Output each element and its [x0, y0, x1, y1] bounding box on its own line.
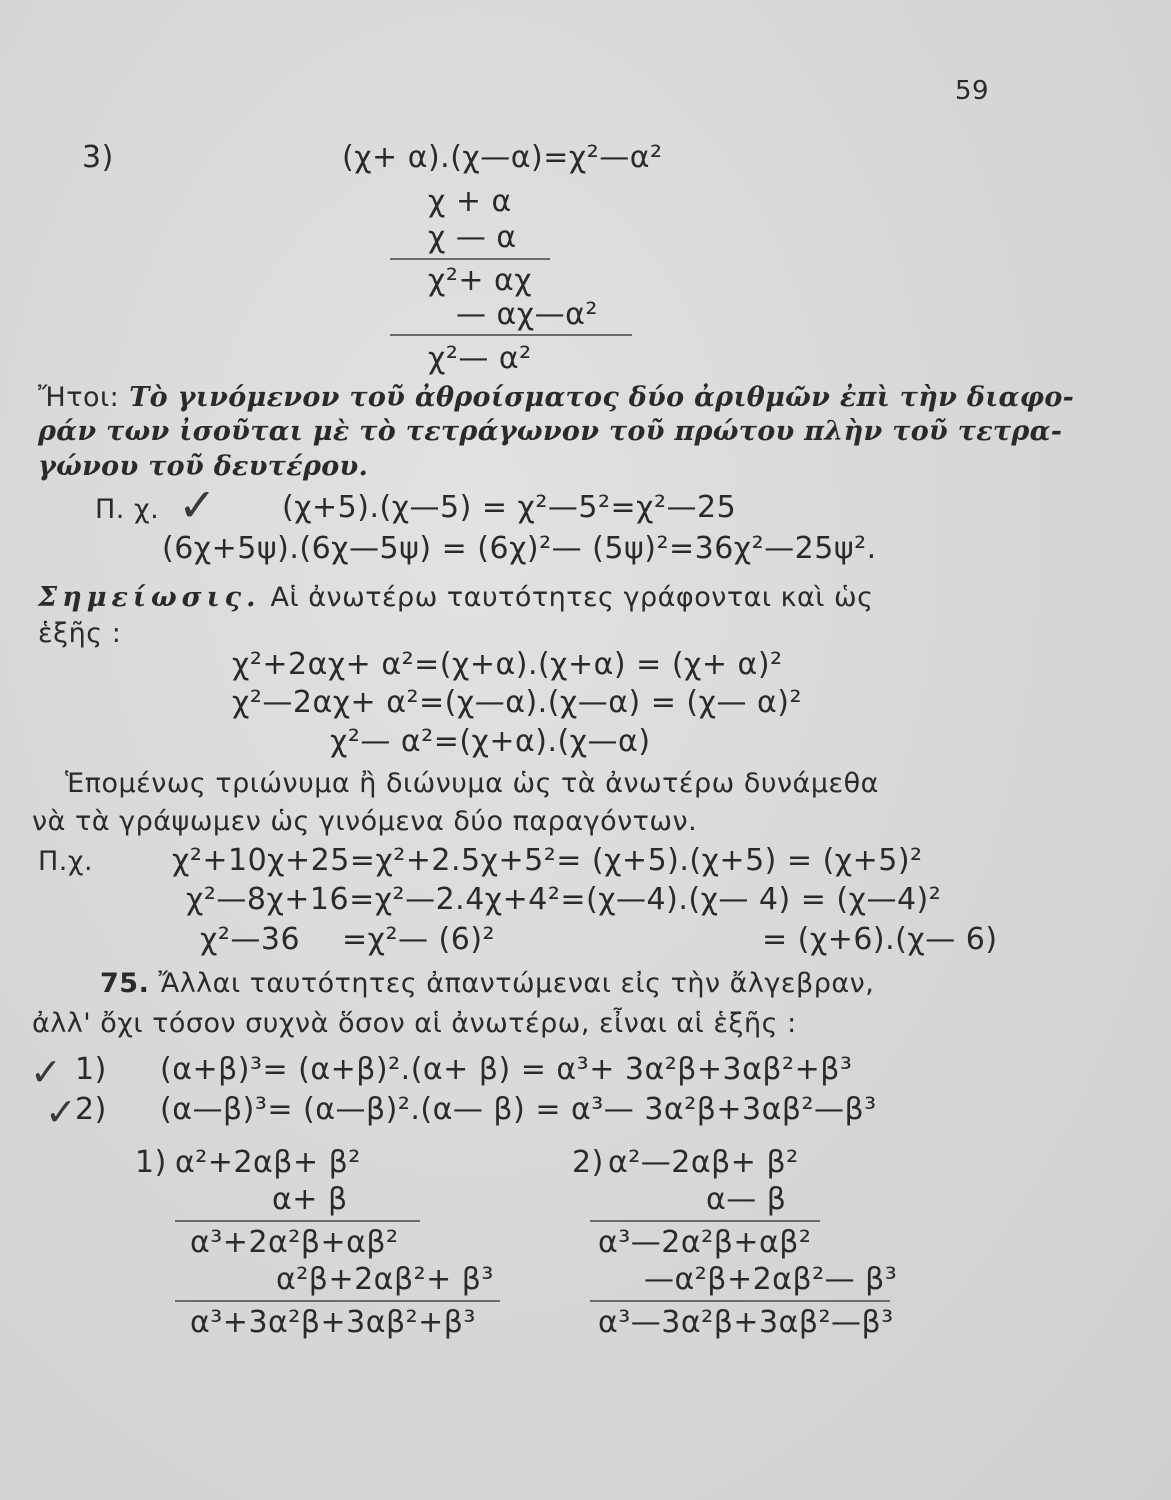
example-equation-2: (6χ+5ψ).(6χ—5ψ) = (6χ)²— (5ψ)²=36χ²—25ψ². [162, 531, 877, 566]
example-label: Π. χ. [95, 494, 160, 525]
page-number: 59 [955, 76, 990, 106]
calc-2-partial-1: α³—2α²β+αβ² [598, 1225, 812, 1260]
note-line-2: ἑξῆς : [38, 618, 122, 649]
calc-2-label: 2) [572, 1145, 604, 1180]
multiplier: χ — α [428, 220, 517, 255]
check-mark-icon: ✓ [45, 1090, 77, 1134]
consequence-line-2: νὰ τὰ γράψωμεν ὡς γινόμενα δύο παραγόντων. [32, 806, 698, 837]
factoring-example-3-rhs: = (χ+6).(χ— 6) [762, 922, 998, 957]
multiplication-rule [390, 258, 550, 260]
example-equation-1: (χ+5).(χ—5) = χ²—5²=χ²—25 [282, 490, 737, 525]
factoring-example-2: χ²—8χ+16=χ²—2.4χ+4²=(χ—4).(χ— 4) = (χ—4)² [186, 882, 942, 917]
partial-product-2: — αχ—α² [456, 297, 598, 332]
calc-2-multiplicand: α²—2αβ+ β² [608, 1145, 799, 1180]
note-line-1 [38, 582, 873, 612]
calc-1-sum-rule [175, 1300, 500, 1302]
identity-square-of-sum: χ²+2αχ+ α²=(χ+α).(χ+α) = (χ+ α)² [232, 647, 783, 682]
section-75-text: Ἄλλαι ταυτότητες ἀπαντώμεναι εἰς τὴν ἄλγεβραν, [158, 968, 875, 999]
partial-product-1: χ²+ αχ [428, 263, 533, 298]
product-result: χ²— α² [428, 341, 532, 376]
calc-2-partial-2: —α²β+2αβ²— β³ [644, 1262, 898, 1297]
theorem-line-1 [38, 382, 1074, 412]
formula-label-2: 2) [75, 1092, 107, 1127]
note-heading: Σημείωσις. [38, 582, 261, 613]
check-mark-icon: ✓ [178, 478, 217, 532]
factoring-example-1: χ²+10χ+25=χ²+2.5χ+5²= (χ+5).(χ+5) = (χ+5)² [172, 843, 923, 878]
calc-1-result: α³+3α²β+3αβ²+β³ [190, 1305, 476, 1340]
identity-square-of-difference: χ²—2αχ+ α²=(χ—α).(χ—α) = (χ— α)² [232, 685, 803, 720]
sum-rule [390, 334, 632, 336]
section-75-line-2: ἀλλ' ὄχι τόσον συχνὰ ὅσον αἱ ἀνωτέρω, εἶναι αἱ ἑξῆς : [32, 1008, 797, 1039]
calc-1-partial-1: α³+2α²β+αβ² [190, 1225, 399, 1260]
identity-cube-of-difference: (α—β)³= (α—β)².(α— β) = α³— 3α²β+3αβ²—β³ [160, 1092, 877, 1127]
theorem-line-3: γώνου τοῦ δευτέρου. [38, 451, 369, 482]
section-number: 75. [100, 968, 150, 999]
calc-2-multiplier: α— β [706, 1182, 787, 1217]
identity-difference-of-squares: (χ+ α).(χ—α)=χ²—α² [342, 140, 663, 175]
theorem-text: Τὸ γινόμενον τοῦ ἀθροίσματος δύο ἀριθμῶν ἐπὶ τὴν διαφο- [129, 382, 1075, 413]
calc-1-multiplier: α+ β [272, 1182, 348, 1217]
section-label: 3) [82, 140, 114, 175]
calc-1-partial-2: α²β+2αβ²+ β³ [276, 1262, 494, 1297]
factoring-example-3-lhs: χ²—36 [200, 922, 301, 957]
calc-2-result: α³—3α²β+3αβ²—β³ [598, 1305, 894, 1340]
theorem-lead: Ἤτοι: [38, 382, 120, 413]
consequence-line-1: Ἑπομένως τριώνυμα ἢ διώνυμα ὡς τὰ ἀνωτέρω δυνάμεθα [65, 768, 879, 799]
multiplicand: χ + α [428, 184, 512, 219]
example-label-2: Π.χ. [38, 846, 94, 877]
section-75-line-1 [100, 970, 874, 997]
calc-1-rule [175, 1220, 420, 1222]
identity-difference-of-squares-factored: χ²— α²=(χ+α).(χ—α) [330, 724, 651, 759]
calc-1-label: 1) [135, 1145, 167, 1180]
calc-2-rule [590, 1220, 820, 1222]
factoring-example-3-mid: =χ²— (6)² [342, 922, 496, 957]
calc-1-multiplicand: α²+2αβ+ β² [175, 1145, 361, 1180]
formula-label-1: 1) [75, 1052, 107, 1087]
theorem-line-2: ράν των ἰσοῦται μὲ τὸ τετράγωνον τοῦ πρώτου πλὴν τοῦ τετρα- [38, 416, 1063, 447]
calc-2-sum-rule [590, 1300, 890, 1302]
note-text: Αἱ ἀνωτέρω ταυτότητες γράφονται καὶ ὡς [270, 582, 874, 613]
check-mark-icon: ✓ [30, 1050, 62, 1094]
identity-cube-of-sum: (α+β)³= (α+β)².(α+ β) = α³+ 3α²β+3αβ²+β³ [160, 1052, 853, 1087]
